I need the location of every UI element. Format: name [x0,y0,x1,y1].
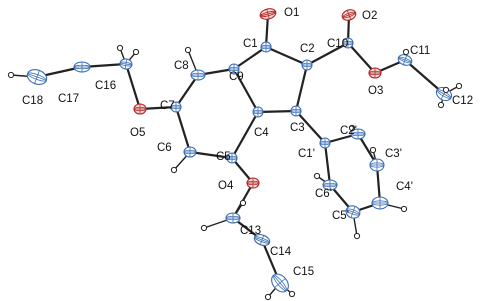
atom-C6 [184,147,196,157]
label-C10: C10 [327,38,349,50]
bond-C4-C3 [258,111,296,112]
hydrogen-atom-9 [201,225,206,230]
atom-C3 [291,106,301,116]
hydrogen-atom-3 [185,47,190,52]
hydrogen-atom-8 [438,102,443,107]
atom-C4 [253,107,263,117]
label-C1: C1 [243,38,258,50]
atom-O2 [341,8,358,22]
hydrogen-atom-4 [171,167,176,172]
label-O4: O4 [218,180,234,192]
bond-C2-C3 [296,65,307,111]
label-C3: C3 [290,122,305,134]
label-C12: C12 [452,95,474,107]
atom-O5 [134,104,146,114]
bond-O5-C16 [126,64,140,109]
atom-C16 [119,58,133,70]
label-C18: C18 [22,95,44,107]
label-C15: C15 [293,266,315,278]
label-C16: C16 [95,80,117,92]
label-C2: C2 [300,43,315,55]
hydrogen-atom-10 [240,200,245,205]
label-C5p: C5' [332,210,349,222]
label-C13: C13 [240,225,262,237]
hydrogen-atom-2 [8,72,13,77]
bond-C6p-C1p [325,143,330,185]
label-C11: C11 [410,45,431,57]
hydrogen-atom-11 [289,291,294,296]
bond-C10-O3 [348,43,375,73]
hydrogen-atom-1 [133,49,138,54]
label-O3: O3 [368,85,384,97]
labels-layer [22,7,473,278]
hydrogen-atom-0 [117,45,122,50]
atom-C13 [226,213,240,223]
atom-C8 [191,70,205,80]
bond-C7-C6 [176,107,190,152]
bond-C1-C9 [234,47,266,69]
label-C14: C14 [270,246,292,258]
hydrogen-atoms-layer [8,45,461,299]
atom-C17 [74,62,90,72]
hydrogen-atom-15 [354,233,359,238]
label-C2p: C2' [340,125,357,137]
label-C9: C9 [229,71,244,83]
label-C3p: C3' [385,148,402,160]
hydrogen-atom-14 [401,206,406,211]
label-C4p: C4' [396,181,413,193]
label-C6p: C6' [315,188,332,200]
atom-C4p [372,197,388,209]
bonds-layer [37,14,444,283]
hydrogen-atom-7 [456,83,461,88]
atom-O4 [247,178,259,188]
atom-C3p [370,159,384,171]
label-C8: C8 [174,60,189,72]
atom-C1 [261,42,271,52]
atom-C18 [25,67,49,87]
label-O2: O2 [362,10,378,22]
label-C17: C17 [58,93,80,105]
hydrogen-atom-16 [314,173,319,178]
atom-O3 [369,68,381,78]
hydrogen-atom-5 [403,49,408,54]
label-O1: O1 [284,7,300,19]
atom-C2 [302,60,312,70]
hydrogen-atom-17 [265,294,270,299]
label-C7: C7 [160,100,175,112]
atom-C1p [320,138,330,148]
label-O5: O5 [130,127,146,139]
hydrogen-atom-6 [443,87,448,92]
label-C1p: C1' [298,148,315,160]
label-C5: C5 [216,151,231,163]
label-C6: C6 [157,142,172,154]
label-C4: C4 [254,127,269,139]
atom-O1 [259,7,277,21]
hydrogen-bonds-layer [11,48,459,297]
hydrogen-atom-13 [370,147,375,152]
